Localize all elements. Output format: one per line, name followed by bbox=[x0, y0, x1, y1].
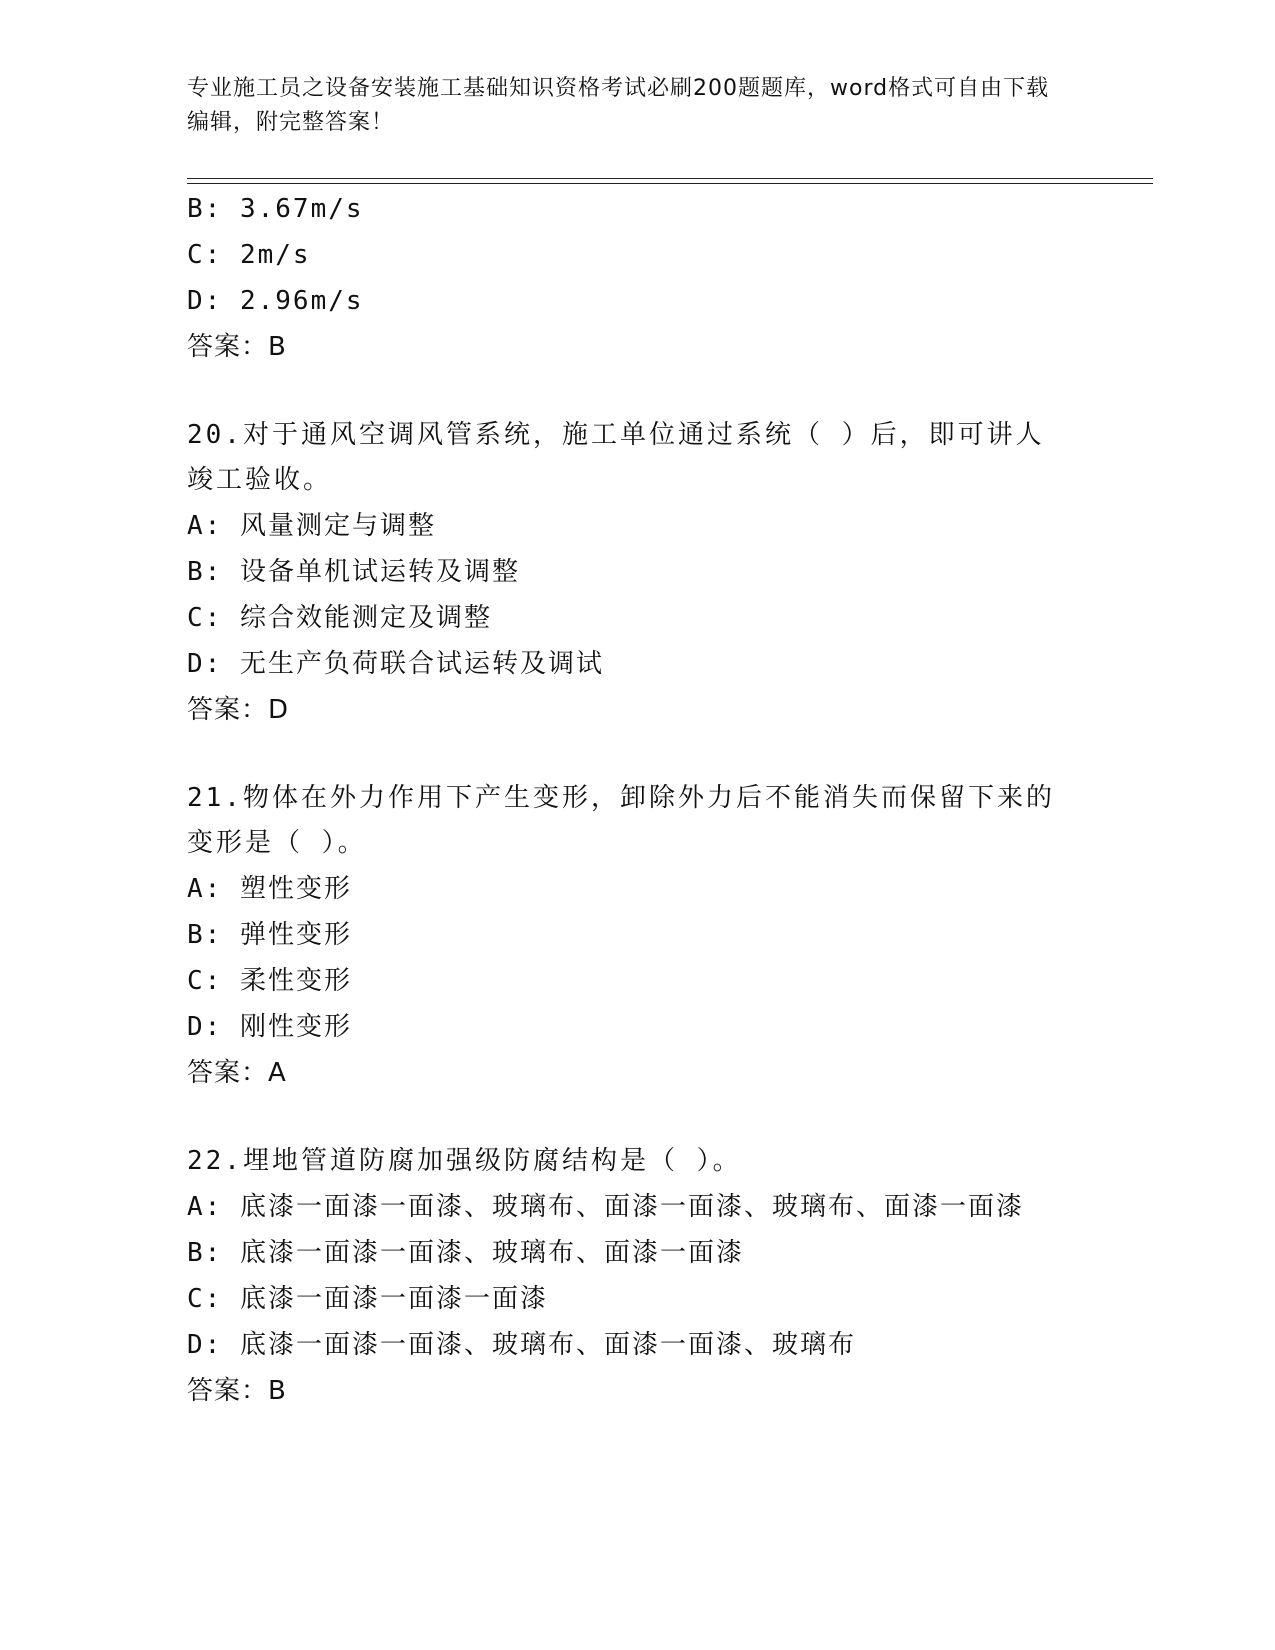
answer-line: 答案：B bbox=[187, 1376, 287, 1406]
question-text: 21.物体在外力作用下产生变形，卸除外力后不能消失而保留下来的变形是（ ）。 bbox=[187, 783, 1055, 858]
question-20 bbox=[187, 413, 1087, 733]
question-21 bbox=[187, 776, 1087, 1096]
option-c: C: 2m/s bbox=[187, 240, 311, 270]
option-a: A: 风量测定与调整 bbox=[187, 511, 436, 541]
option-b: B: 设备单机试运转及调整 bbox=[187, 557, 520, 587]
document-header: 专业施工员之设备安装施工基础知识资格考试必刷200题题库，word格式可自由下载编辑，附完整答案！ bbox=[187, 76, 1050, 135]
answer-line: 答案：A bbox=[187, 1058, 287, 1088]
answer-line: 答案：B bbox=[187, 332, 287, 362]
header-rule-top bbox=[187, 178, 1153, 179]
option-d: D: 2.96m/s bbox=[187, 286, 364, 316]
header-rule-bottom bbox=[187, 183, 1153, 184]
question-22 bbox=[187, 1139, 1087, 1414]
option-a: A: 底漆一面漆一面漆、玻璃布、面漆一面漆、玻璃布、面漆一面漆 bbox=[187, 1192, 1024, 1222]
question-list bbox=[187, 186, 1087, 1414]
question-19-continued bbox=[187, 186, 1087, 370]
answer-line: 答案：D bbox=[187, 695, 290, 725]
option-a: A: 塑性变形 bbox=[187, 874, 352, 904]
option-b: B: 底漆一面漆一面漆、玻璃布、面漆一面漆 bbox=[187, 1238, 744, 1268]
option-d: D: 底漆一面漆一面漆、玻璃布、面漆一面漆、玻璃布 bbox=[187, 1330, 856, 1360]
option-c: C: 柔性变形 bbox=[187, 966, 352, 996]
question-text: 20.对于通风空调风管系统，施工单位通过系统（ ）后，即可讲人竣工验收。 bbox=[187, 420, 1045, 495]
option-b: B: 3.67m/s bbox=[187, 194, 364, 224]
option-d: D: 刚性变形 bbox=[187, 1012, 352, 1042]
question-text: 22.埋地管道防腐加强级防腐结构是（ ）。 bbox=[187, 1146, 742, 1176]
option-d: D: 无生产负荷联合试运转及调试 bbox=[187, 649, 604, 679]
option-c: C: 底漆一面漆一面漆一面漆 bbox=[187, 1284, 548, 1314]
option-b: B: 弹性变形 bbox=[187, 920, 352, 950]
option-c: C: 综合效能测定及调整 bbox=[187, 603, 492, 633]
